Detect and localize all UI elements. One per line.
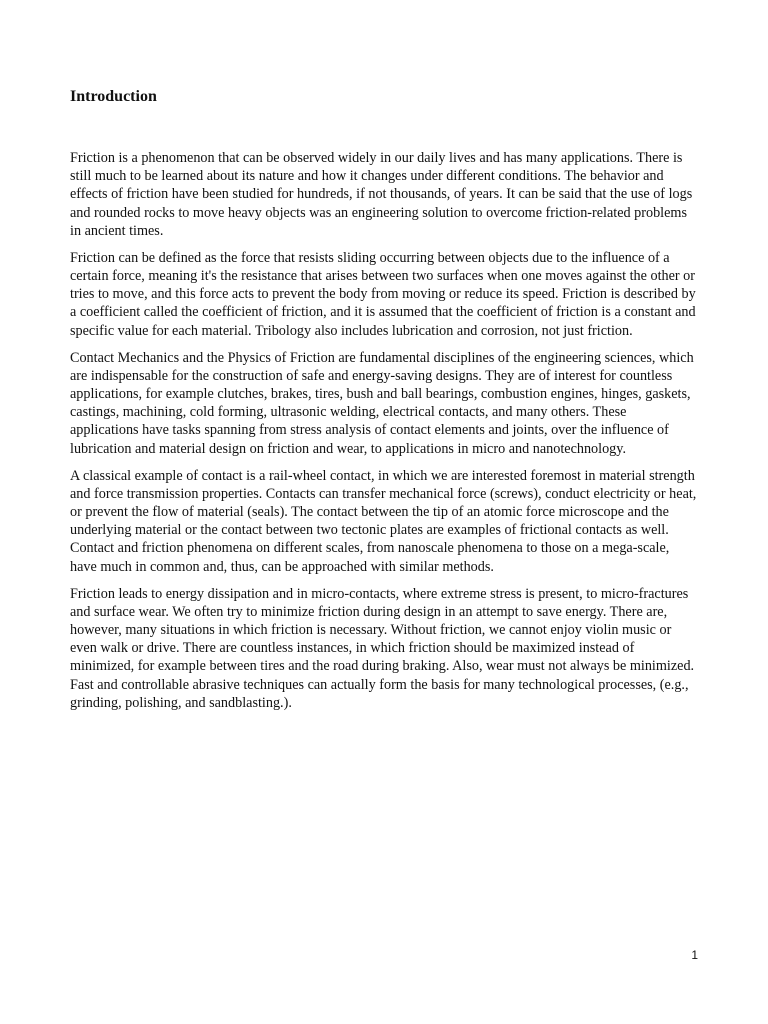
paragraph: Friction is a phenomenon that can be observed widely in our daily lives and has many applications. There is still much to be learned about its nature and how it changes under different conditions. The behavior and effects of friction have been studied for hundreds, if not thousands, of years. It can be said that the use of logs and rounded rocks to move heavy objects was an engineering solution to overcome friction-related problems in ancient times.: [70, 150, 693, 239]
body-text: [70, 149, 698, 721]
paragraph: Friction can be defined as the force that resists sliding occurring between objects due to the influence of a certain force, meaning it's the resistance that arises between two surfaces when one moves against the other or tries to move, and this force acts to prevent the body from moving or reduce its speed. Friction is described by a coefficient called the coefficient of friction, and it is assumed that the coefficient of friction is a constant and specific value for each material. Tribology also includes lubrication and corrosion, not just friction.: [70, 249, 696, 339]
page-number: 1: [691, 948, 698, 962]
section-heading: Introduction: [70, 88, 157, 105]
paragraph: Contact Mechanics and the Physics of Friction are fundamental disciplines of the engineering sciences, which are indispensable for the construction of safe and energy-saving designs. They are of interest for countless applications, for example clutches, brakes, tires, bush and ball bearings, combustion engines, hinges, gaskets, castings, machining, cold forming, ultrasonic welding, electrical contacts, and many others. These applications have tasks spanning from stress analysis of contact elements and joints, over the influence of lubrication and material design on friction and wear, to applications in micro and nanotechnology.: [70, 349, 694, 457]
paragraph: A classical example of contact is a rail-wheel contact, in which we are interested foremost in material strength and force transmission properties. Contacts can transfer mechanical force (screws), conduct electricity or heat, or prevent the flow of material (seals). The contact between the tip of an atomic force microscope and the underlying material or the contact between two tectonic plates are examples of frictional contacts as well. Contact and friction phenomena on different scales, from nanoscale phenomena to those on a mega-scale, have much in common and, thus, can be approached with similar methods.: [70, 467, 697, 575]
paragraph: Friction leads to energy dissipation and in micro-contacts, where extreme stress is present, to micro-fractures and surface wear. We often try to minimize friction during design in an attempt to save energy. There are, however, many situations in which friction is necessary. Without friction, we cannot enjoy violin music or even walk or drive. There are countless instances, in which friction should be maximized instead of minimized, for example between tires and the road during braking. Also, wear must not always be minimized. Fast and controllable abrasive techniques can actually form the basis for many technological processes, (e.g., grinding, polishing, and sandblasting.).: [70, 585, 695, 711]
